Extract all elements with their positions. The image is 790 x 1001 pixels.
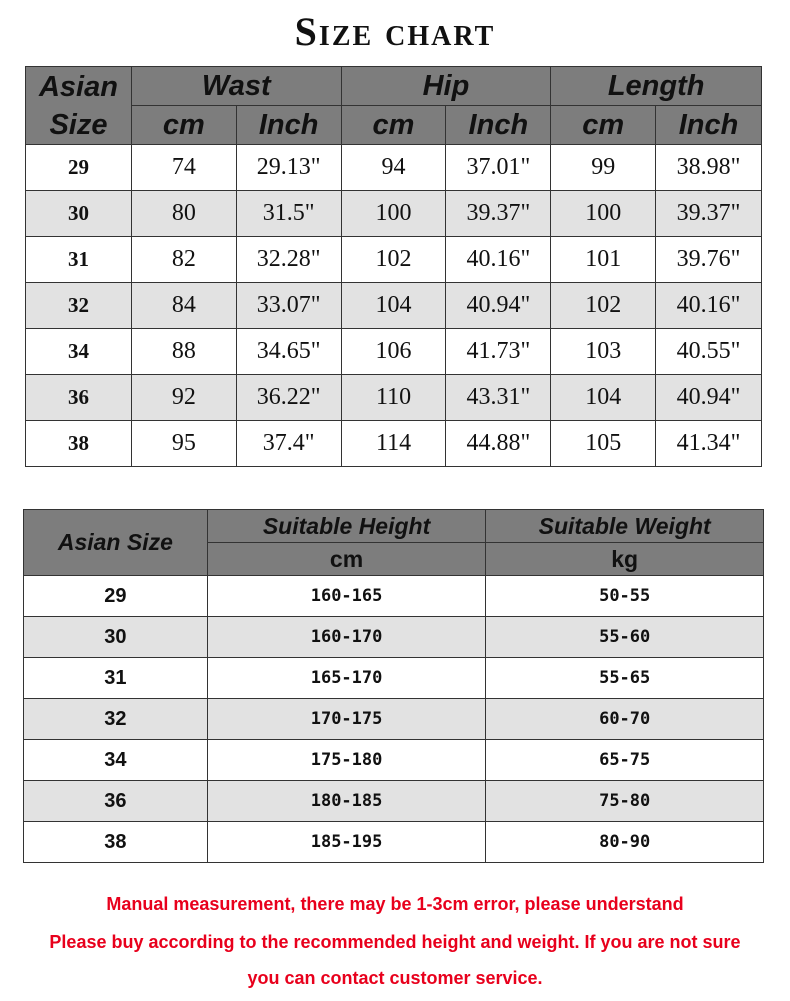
table-row <box>24 699 764 740</box>
length-inch-cell: 39.76" <box>656 237 762 283</box>
hip-inch-cell: 44.88" <box>446 421 551 467</box>
header-waist: Wast <box>131 67 341 106</box>
length-inch-cell: 40.16" <box>656 283 762 329</box>
header-asian-size: Asian Size <box>24 510 208 576</box>
length-cm-cell: 99 <box>551 145 656 191</box>
length-cm-cell: 100 <box>551 191 656 237</box>
height-cell: 160-170 <box>207 617 486 658</box>
table-row <box>24 822 764 863</box>
size-cell: 34 <box>26 329 132 375</box>
length-inch-cell: 39.37" <box>656 191 762 237</box>
table-row <box>26 329 762 375</box>
page-title: Size chart <box>294 9 496 54</box>
table-row <box>24 781 764 822</box>
hip-inch-cell: 43.31" <box>446 375 551 421</box>
header-hip: Hip <box>341 67 551 106</box>
note-contact-service: you can contact customer service. <box>247 968 543 988</box>
size-cell: 29 <box>26 145 132 191</box>
length-cm-cell: 103 <box>551 329 656 375</box>
length-cm-cell: 105 <box>551 421 656 467</box>
header-hip-cm: cm <box>341 106 446 145</box>
hip-cm-cell: 100 <box>341 191 446 237</box>
table-row <box>24 740 764 781</box>
size-cell: 36 <box>26 375 132 421</box>
size-cell: 32 <box>24 699 208 740</box>
hip-inch-cell: 40.16" <box>446 237 551 283</box>
measurement-header-row-1 <box>26 67 762 106</box>
weight-cell: 65-75 <box>486 740 764 781</box>
table-row <box>26 421 762 467</box>
weight-cell: 55-60 <box>486 617 764 658</box>
size-cell: 31 <box>26 237 132 283</box>
fit-table <box>23 509 764 863</box>
hip-cm-cell: 104 <box>341 283 446 329</box>
waist-inch-cell: 36.22" <box>236 375 341 421</box>
hip-inch-cell: 41.73" <box>446 329 551 375</box>
size-cell: 32 <box>26 283 132 329</box>
height-cell: 180-185 <box>207 781 486 822</box>
weight-cell: 55-65 <box>486 658 764 699</box>
waist-inch-cell: 29.13" <box>236 145 341 191</box>
size-cell: 30 <box>26 191 132 237</box>
header-length-cm: cm <box>551 106 656 145</box>
length-inch-cell: 40.94" <box>656 375 762 421</box>
header-waist-cm: cm <box>131 106 236 145</box>
hip-cm-cell: 106 <box>341 329 446 375</box>
height-cell: 170-175 <box>207 699 486 740</box>
length-inch-cell: 40.55" <box>656 329 762 375</box>
table-row <box>26 375 762 421</box>
waist-inch-cell: 34.65" <box>236 329 341 375</box>
fit-header-row-1 <box>24 510 764 543</box>
header-length: Length <box>551 67 762 106</box>
table-row <box>24 617 764 658</box>
hip-inch-cell: 40.94" <box>446 283 551 329</box>
header-suitable-height: Suitable Height <box>207 510 486 543</box>
header-asian-size <box>26 67 132 145</box>
measurement-table <box>25 66 762 467</box>
note-measurement-error: Manual measurement, there may be 1-3cm error, please understand <box>106 894 684 914</box>
header-hip-inch: Inch <box>446 106 551 145</box>
hip-inch-cell: 37.01" <box>446 145 551 191</box>
size-cell: 29 <box>24 576 208 617</box>
header-weight-unit: kg <box>486 543 764 576</box>
hip-cm-cell: 114 <box>341 421 446 467</box>
weight-cell: 50-55 <box>486 576 764 617</box>
waist-cm-cell: 95 <box>131 421 236 467</box>
length-inch-cell: 38.98" <box>656 145 762 191</box>
height-cell: 185-195 <box>207 822 486 863</box>
waist-cm-cell: 82 <box>131 237 236 283</box>
table-row <box>26 237 762 283</box>
waist-inch-cell: 31.5" <box>236 191 341 237</box>
weight-cell: 75-80 <box>486 781 764 822</box>
header-height-unit: cm <box>207 543 486 576</box>
weight-cell: 60-70 <box>486 699 764 740</box>
height-cell: 160-165 <box>207 576 486 617</box>
waist-inch-cell: 32.28" <box>236 237 341 283</box>
table-row <box>26 145 762 191</box>
header-length-inch: Inch <box>656 106 762 145</box>
waist-inch-cell: 33.07" <box>236 283 341 329</box>
height-cell: 165-170 <box>207 658 486 699</box>
hip-cm-cell: 110 <box>341 375 446 421</box>
table-row <box>26 283 762 329</box>
length-cm-cell: 102 <box>551 283 656 329</box>
size-cell: 31 <box>24 658 208 699</box>
measurement-header-row-2 <box>26 106 762 145</box>
header-waist-inch: Inch <box>236 106 341 145</box>
hip-inch-cell: 39.37" <box>446 191 551 237</box>
note-buy-recommendation: Please buy according to the recommended height and weight. If you are not sure <box>49 932 741 952</box>
size-cell: 36 <box>24 781 208 822</box>
size-cell: 38 <box>24 822 208 863</box>
length-cm-cell: 104 <box>551 375 656 421</box>
weight-cell: 80-90 <box>486 822 764 863</box>
waist-cm-cell: 80 <box>131 191 236 237</box>
size-cell: 30 <box>24 617 208 658</box>
length-inch-cell: 41.34" <box>656 421 762 467</box>
length-cm-cell: 101 <box>551 237 656 283</box>
size-cell: 34 <box>24 740 208 781</box>
height-cell: 175-180 <box>207 740 486 781</box>
hip-cm-cell: 94 <box>341 145 446 191</box>
header-suitable-weight: Suitable Weight <box>486 510 764 543</box>
waist-inch-cell: 37.4" <box>236 421 341 467</box>
table-row <box>24 576 764 617</box>
table-row <box>24 658 764 699</box>
waist-cm-cell: 88 <box>131 329 236 375</box>
hip-cm-cell: 102 <box>341 237 446 283</box>
table-row <box>26 191 762 237</box>
waist-cm-cell: 92 <box>131 375 236 421</box>
header-asian-size-line1: Asian <box>38 70 118 103</box>
size-cell: 38 <box>26 421 132 467</box>
waist-cm-cell: 84 <box>131 283 236 329</box>
header-asian-size-line2: Size <box>49 108 108 141</box>
waist-cm-cell: 74 <box>131 145 236 191</box>
